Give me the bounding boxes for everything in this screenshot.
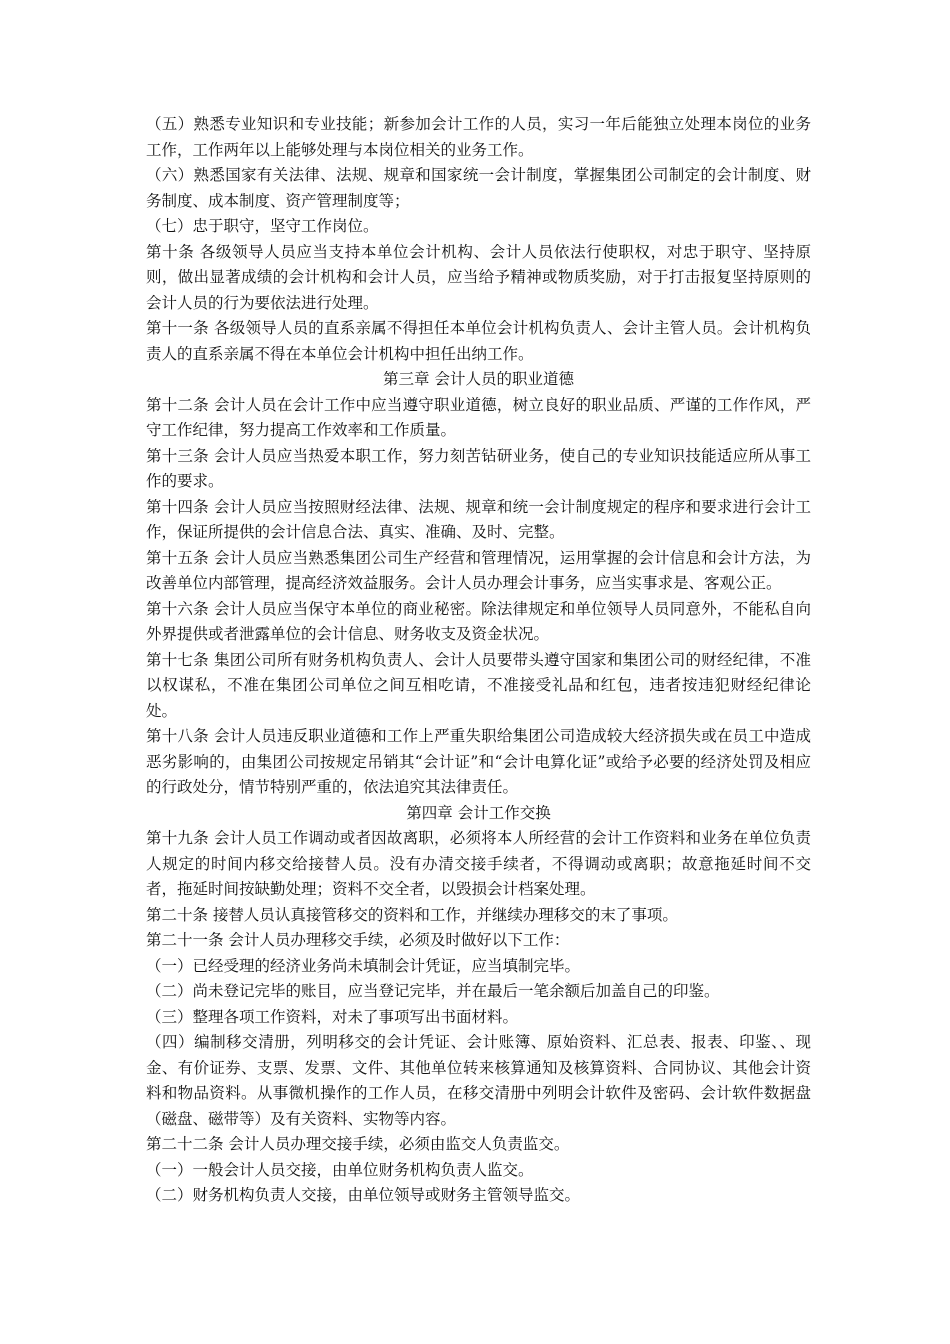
article-21-item-1: （一）已经受理的经济业务尚未填制会计凭证，应当填制完毕。 [146,956,581,975]
clause-item-6: （六）熟悉国家有关法律、法规、规章和国家统一会计制度，掌握集团公司制定的会计制度、财务制度、成本制度、资产管理制度等； [146,166,811,210]
article-21: 第二十一条 会计人员办理移交手续，必须及时做好以下工作： [146,931,570,949]
article-11: 第十一条 各级领导人员的直系亲属不得担任本单位会计机构负责人、会计主管人员。会计机构负责人的直系亲属不得在本单位会计机构中担任出纳工作。 [146,319,811,363]
clause-item-7: （七）忠于职守，坚守工作岗位。 [146,217,379,235]
chapter-4-heading: 第四章 会计工作交换 [406,803,551,822]
article-12: 第十二条 会计人员在会计工作中应当遵守职业道德，树立良好的职业品质、严谨的工作作风，严守工作纪律，努力提高工作效率和工作质量。 [146,395,811,439]
article-15: 第十五条 会计人员应当熟悉集团公司生产经营和管理情况，运用掌握的会计信息和会计方法，为改善单位内部管理，提高经济效益服务。会计人员办理会计事务，应当实事求是、客观公正。 [146,548,811,592]
article-19: 第十九条 会计人员工作调动或者因故离职，必须将本人所经营的会计工作资料和业务在单位负责人规定的时间内移交给接替人员。没有办清交接手续者，不得调动或离职；故意拖延时间不交者，拖延时间按缺勤处理；资料不交全者，以毁损会计档案处理。 [146,829,811,898]
document-body [146,112,811,1209]
article-13: 第十三条 会计人员应当热爱本职工作，努力刻苦钻研业务，使自己的专业知识技能适应所从事工作的要求。 [146,446,811,490]
article-16: 第十六条 会计人员应当保守本单位的商业秘密。除法律规定和单位领导人员同意外，不能私自向外界提供或者泄露单位的会计信息、财务收支及资金状况。 [146,599,811,643]
article-17: 第十七条 集团公司所有财务机构负责人、会计人员要带头遵守国家和集团公司的财经纪律，不准以权谋私，不准在集团公司单位之间互相吃请，不准接受礼品和红包，违者按违犯财经纪律论处。 [146,650,811,720]
article-21-item-4: （四）编制移交清册，列明移交的会计凭证、会计账簿、原始资料、汇总表、报表、印鉴、、现金、有价证券、支票、发票、文件、其他单位转来核算通知及核算资料、合同协议、其他会计资料和物品资料。从事微机操作的工作人员，在移交清册中列明会计软件及密码、会计软件数据盘（磁盘、磁带等）及有关资料、实物等内容。 [146,1033,811,1128]
article-21-item-2: （二）尚未登记完毕的账目，应当登记完毕，并在最后一笔余额后加盖自己的印鉴。 [146,982,720,1000]
chapter-3-heading: 第三章 会计人员的职业道德 [383,370,574,388]
article-21-item-3: （三）整理各项工作资料，对未了事项写出书面材料。 [146,1007,519,1026]
article-14: 第十四条 会计人员应当按照财经法律、法规、规章和统一会计制度规定的程序和要求进行会计工作，保证所提供的会计信息合法、真实、准确、及时、完整。 [146,497,811,541]
article-18: 第十八条 会计人员违反职业道德和工作上严重失职给集团公司造成较大经济损失或在员工中造成恶劣影响的，由集团公司按规定吊销其“会计证”和“会计电算化证”或给予必要的经济处罚及相应的行政处分，情节特别严重的，依法追究其法律责任。 [146,727,811,796]
article-22-item-2: （二）财务机构负责人交接，由单位领导或财务主管领导监交。 [146,1186,581,1204]
article-20: 第二十条 接替人员认真接管移交的资料和工作，并继续办理移交的末了事项。 [146,905,678,924]
article-22-item-1: （一）一般会计人员交接，由单位财务机构负责人监交。 [146,1160,534,1179]
article-10: 第十条 各级领导人员应当支持本单位会计机构、会计人员依法行使职权，对忠于职守、坚持原则，做出显著成绩的会计机构和会计人员，应当给予精神或物质奖励，对于打击报复坚持原则的会计人员的行为要依法进行处理。 [146,242,811,312]
article-22: 第二十二条 会计人员办理交接手续，必须由监交人负责监交。 [146,1135,570,1153]
clause-item-5: （五）熟悉专业知识和专业技能；新参加会计工作的人员，实习一年后能独立处理本岗位的业务工作，工作两年以上能够处理与本岗位相关的业务工作。 [146,115,811,159]
